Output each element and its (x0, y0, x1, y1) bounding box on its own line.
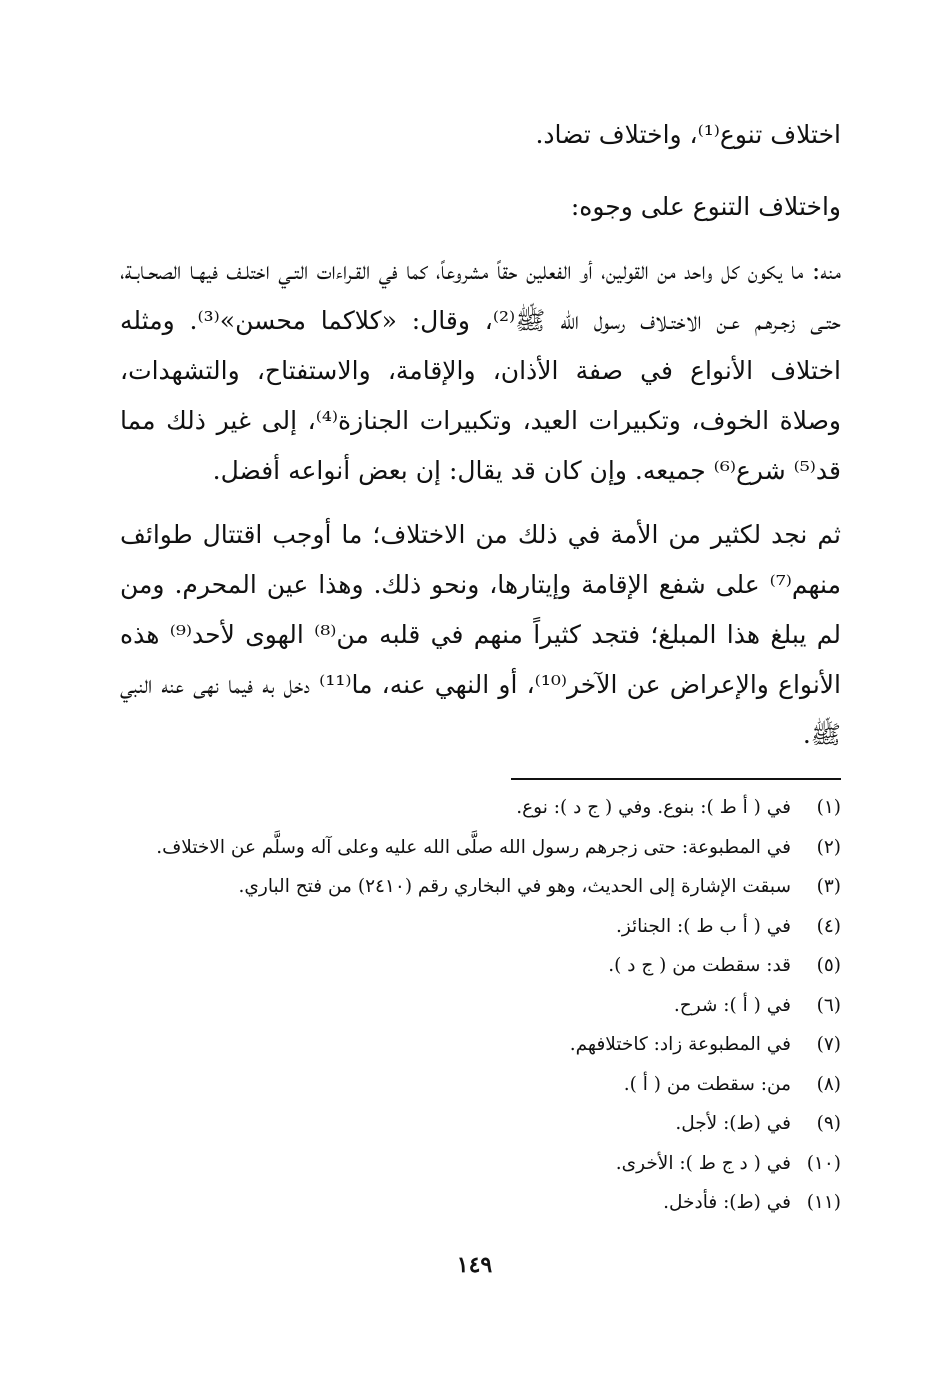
footnote-item (100, 1183, 841, 1223)
footnote-item (100, 1025, 841, 1065)
footnote-item (100, 1065, 841, 1105)
main-text (120, 110, 841, 774)
footnote-number: (٣) (816, 876, 841, 897)
footnote-divider (511, 778, 841, 780)
footnote-text: في ( أ ب ط ): الجنائز. (615, 915, 791, 937)
footnote-text: في (ط): فأدخل. (663, 1192, 791, 1213)
footnote-number: (٧) (816, 1034, 841, 1055)
paragraph-types-heading: واختلاف التنوع على وجوه: (570, 192, 841, 221)
footnote-item (100, 1104, 841, 1144)
footnote-text: في ( أ ): شرح. (673, 994, 791, 1016)
footnote-number: (٥) (816, 955, 841, 976)
footnote-text: في (ط): لأجل. (675, 1113, 791, 1134)
footnote-text: في ( أ ط ): بنوع. وفي ( ج د ): نوع. (516, 797, 791, 818)
footnote-text: في المطبوعة زاد: كاختلافهم. (569, 1034, 791, 1055)
footnote-text: من: سقطت من ( أ ). (623, 1073, 791, 1095)
footnote-number: (٢) (816, 836, 841, 858)
paragraph-diversity: منه: ما يكون كل واحد من القولين، أو الفعلين حقاً مشروعاً، كما في القـراءات التـي اختلـف فيهـا الصحـابـة، حتـى زجـرهـم عـن الاختـلاف رسول الله ﷺ⁽²⁾، وقال: «كلاكما محسن»⁽³⁾. ومثله اختلاف الأنواع في صفة الأذان، والإقامة، والاستفتاح، والتشهدات، وصلاة الخوف، وتكبيرات العيد، وتكبيرات الجنازة⁽⁴⁾، إلى غير ذلك مما قد⁽⁵⁾ شرع⁽⁶⁾ جميعه. وإن كان قد يقال: إن بعض أنواعه أفضل. (120, 256, 841, 485)
footnote-text: سبقت الإشارة إلى الحديث، وهو في البخاري رقم (٢٤١٠) من فتح الباري. (238, 876, 791, 897)
footnote-item (100, 1144, 841, 1184)
footnote-item (100, 867, 841, 907)
footnote-number: (٤) (816, 915, 841, 937)
footnote-text: قد: سقطت من ( ج د ). (608, 955, 791, 976)
footnote-text: في المطبوعة: حتى زجرهم رسول الله صلَّى الله عليه وعلى آله وسلَّم عن الاختلاف. (156, 836, 791, 858)
paragraph-opening: اختلاف تنوع⁽¹⁾، واختلاف تضاد. (535, 120, 841, 149)
footnote-number: (١٠) (806, 1152, 841, 1174)
paragraph-dispute: ثم نجد لكثير من الأمة في ذلك من الاختلاف؛ ما أوجب اقتتال طوائف منهم⁽⁷⁾ على شفع الإقامة وإيتارها، ونحو ذلك. وهذا عين المحرم. ومن لم يبلغ هذا المبلغ؛ فتجد كثيراً منهم في قلبه من⁽⁸⁾ الهوى لأحد⁽⁹⁾ هذه الأنواع والإعراض عن الآخر⁽¹⁰⁾، أو النهي عنه، ما⁽¹¹⁾ دخل به فيما نهى عنه النبي ﷺ. (120, 520, 841, 749)
footnote-number: (١١) (806, 1192, 841, 1213)
footnote-item (100, 986, 841, 1026)
footnote-item (100, 788, 841, 828)
footnote-text: في ( د ج ط ): الأخرى. (615, 1152, 791, 1174)
footnote-item (100, 946, 841, 986)
footnotes-list (100, 788, 841, 1223)
footnote-number: (٨) (816, 1073, 841, 1095)
footnote-number: (٩) (816, 1113, 841, 1134)
footnote-number: (١) (816, 797, 841, 818)
footnote-item (100, 907, 841, 947)
footnote-item (100, 828, 841, 868)
footnote-number: (٦) (816, 994, 841, 1016)
page-number: ١٤٩ (456, 1252, 493, 1278)
